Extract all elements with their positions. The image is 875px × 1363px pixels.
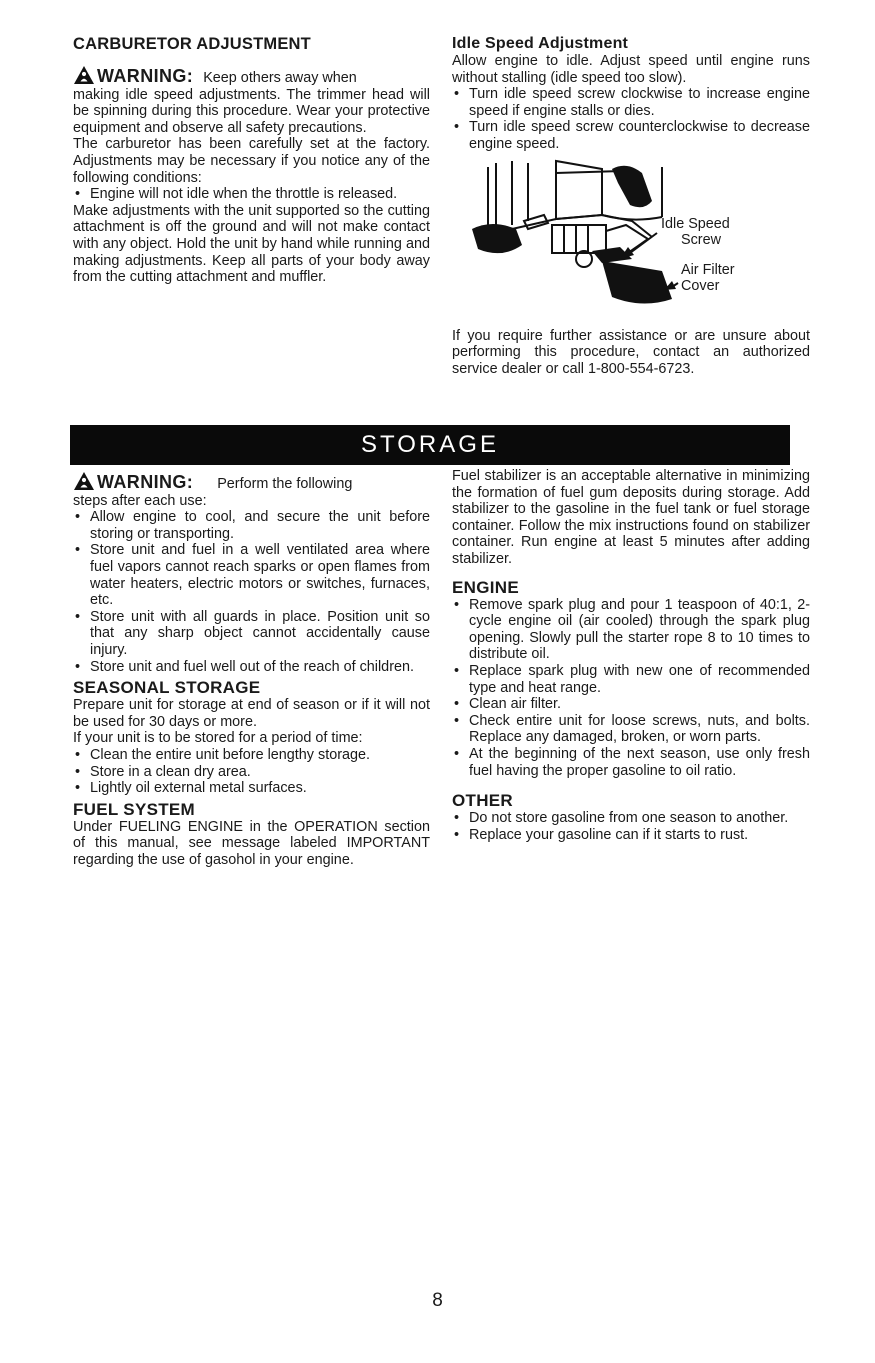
warning-triangle-icon	[73, 471, 95, 491]
storage-section	[73, 468, 430, 868]
storage-banner: STORAGE	[70, 425, 790, 465]
list-item: • Lightly oil external metal surfaces.	[73, 780, 430, 797]
list-item: • Turn idle speed screw clockwise to increase engine speed if engine stalls or dies.	[452, 86, 810, 119]
carburetor-heading: CARBURETOR ADJUSTMENT	[73, 35, 311, 53]
carburetor-adjust-paragraph: Make adjustments with the unit supported so the cutting attachment is off the ground and will not make contact with any object. Hold the unit by hand while running and making adjustments. Keep all parts of your body away from the cutting attachment and muffler.	[73, 202, 430, 286]
idle-speed-section	[452, 35, 810, 377]
warning-text-first: Perform the following	[217, 476, 353, 492]
idle-speed-heading: Idle Speed Adjustment	[452, 35, 629, 52]
list-item: • Store unit and fuel in a well ventilated area where fuel vapors cannot reach sparks or open flames from water heaters, electric motors or switches, furnaces, etc.	[73, 542, 430, 608]
list-item: • Store unit and fuel well out of the reach of children.	[73, 659, 430, 676]
engine-heading: ENGINE	[452, 577, 519, 597]
list-item: • Clean the entire unit before lengthy storage.	[73, 747, 430, 764]
storage-warning-text: steps after each use:	[73, 492, 207, 509]
idle-speed-intro: Allow engine to idle. Adjust speed until engine runs without stalling (idle speed too slow).	[452, 53, 810, 86]
list-item: • At the beginning of the next season, use only fresh fuel having the proper gasoline to oil ratio.	[452, 746, 810, 779]
list-item: • Remove spark plug and pour 1 teaspoon of 40:1, 2-cycle engine oil (air cooled) through the spark plug opening. Slowly pull the starter rope 8 to 10 times to distribute oil.	[452, 597, 810, 663]
list-item: • Replace spark plug with new one of recommended type and heat range.	[452, 663, 810, 696]
warning-label: WARNING:	[97, 66, 194, 86]
seasonal-paragraph-2: If your unit is to be stored for a period of time:	[73, 730, 363, 747]
storage-right-column	[452, 468, 810, 843]
fuel-stabilizer-paragraph: Fuel stabilizer is an acceptable alternative in minimizing the formation of fuel gum deposits during storage. Add stabilizer to the gasoline in the fuel tank or fuel storage container. Follow the mix instructions found on stabilizer container. Run engine at least 5 minutes after adding stabilizer.	[452, 468, 810, 567]
list-item: • Store unit with all guards in place. Position unit so that any sharp object cannot accidentally cause injury.	[73, 609, 430, 659]
other-heading: OTHER	[452, 791, 513, 811]
seasonal-list	[73, 747, 430, 797]
carburetor-paragraph: The carburetor has been carefully set at the factory. Adjustments may be necessary if you notice any of the following conditions:	[73, 136, 430, 186]
idle-speed-screw-label	[661, 216, 730, 248]
seasonal-storage-heading: SEASONAL STORAGE	[73, 678, 261, 698]
carburetor-warning-text: making idle speed adjustments. The trimmer head will be spinning during this procedure. Wear your protective equipment and observe all safety precautions.	[73, 86, 430, 136]
page-number: 8	[432, 1290, 443, 1311]
list-item: • Allow engine to cool, and secure the unit before storing or transporting.	[73, 509, 430, 542]
warning-text-first: Keep others away when	[203, 70, 357, 86]
list-item: • Clean air filter.	[452, 696, 810, 713]
list-item: • Turn idle speed screw counterclockwise to decrease engine speed.	[452, 119, 810, 152]
carburetor-figure	[452, 159, 810, 324]
label-line: Idle Speed	[661, 215, 730, 232]
engine-list	[452, 597, 810, 780]
fuel-system-paragraph: Under FUELING ENGINE in the OPERATION section of this manual, see message labeled IMPORTANT regarding the use of gasohol in your engine.	[73, 818, 430, 868]
carburetor-warning-line	[73, 62, 430, 87]
list-item: • Check entire unit for loose screws, nuts, and bolts. Replace any damaged, broken, or worn parts.	[452, 713, 810, 746]
label-line: Cover	[681, 277, 720, 294]
fuel-system-heading: FUEL SYSTEM	[73, 799, 196, 819]
idle-speed-list	[452, 86, 810, 152]
storage-steps-list	[73, 509, 430, 675]
carburetor-adjustment-section	[73, 35, 430, 286]
warning-label: WARNING:	[97, 472, 194, 492]
air-filter-cover-label	[681, 262, 735, 294]
list-item: • Do not store gasoline from one season to another.	[452, 810, 810, 827]
other-list	[452, 810, 810, 843]
storage-warning-line	[73, 468, 430, 493]
list-item: • Store in a clean dry area.	[73, 764, 430, 781]
list-item: • Engine will not idle when the throttle is released.	[73, 186, 430, 203]
carburetor-illustration	[452, 159, 810, 324]
carburetor-conditions-list	[73, 186, 430, 203]
label-line: Screw	[681, 231, 721, 248]
list-item: • Replace your gasoline can if it starts to rust.	[452, 827, 810, 844]
warning-triangle-icon	[73, 65, 95, 85]
assistance-paragraph: If you require further assistance or are unsure about performing this procedure, contact an authorized service dealer or call 1-800-554-6723.	[452, 327, 810, 377]
label-line: Air Filter	[681, 261, 735, 278]
seasonal-paragraph: Prepare unit for storage at end of season or if it will not be used for 30 days or more.	[73, 697, 430, 730]
